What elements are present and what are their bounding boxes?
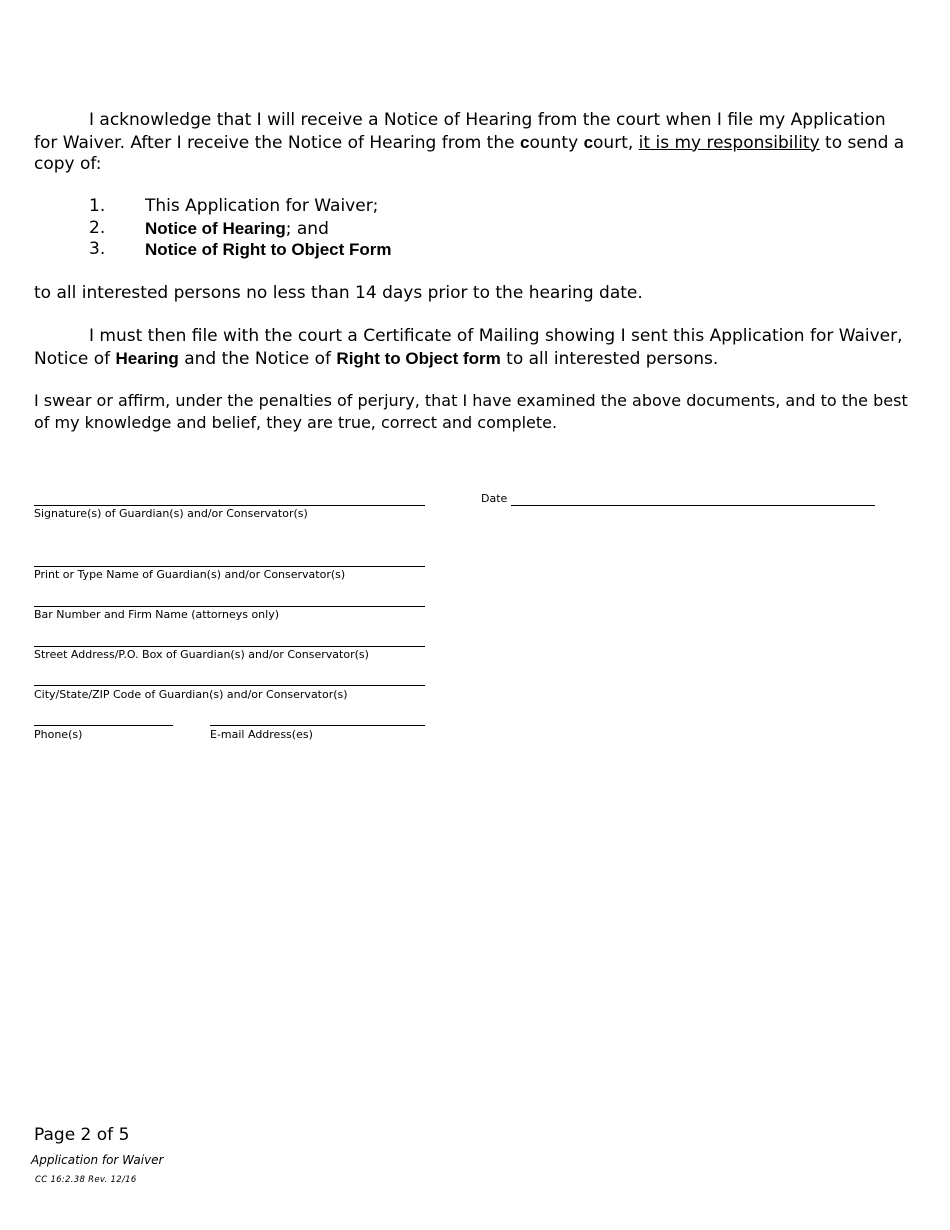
document-page: I acknowledge that I will receive a Notice of Hearing from the court when I file my Application for Waiver. After I receive the Notice of Hearing from the county court, it is my responsibility to send a copy of: 1. This Application for Waiver; 2. Notice of Hearing; and 3. Notice of Right to Object Form to all interested persons no less than 14 days prior to the hearing date. I must then file with the court a Certificate of Mailing showing I sent this Application for Waiver, Notice of Hearing and the Notice of Right to Object form to all interested persons. I swear or affirm, under the penalties of perjury, that I have examined the above documents, and to the best of my knowledge and belief, they are true, correct and complete. Signature(s) of Guardian(s) and/or Conservator(s) Date Print or Type Name of Guardian(s) and/or Conservator(s) Bar Number and Firm Name (attorneys only) Street Address/P.O. Box of Guardian(s) and/or Conservator(s) City/State/ZIP Code of Guardian(s) and/or Conservator(s) Phone(s) E-mail Address(es) Page 2 of 5 Application for Waiver CC 16:2.38 Rev. 12/16 (0, 0, 950, 1230)
acknowledgment-paragraph: I acknowledge that I will receive a Notice of Hearing from the court when I file my Application for Waiver. After I receive the Notice of Hearing from the county court, it is my responsibility to send a copy of: (34, 110, 905, 174)
date-label: Date (481, 492, 508, 505)
affirmation-statement: I swear or affirm, under the penalties of perjury, that I have examined the above documents, and to the best of my knowledge and belief, they are true, correct and complete. (34, 391, 908, 432)
signature-label: Signature(s) of Guardian(s) and/or Conservator(s) (34, 507, 308, 520)
phone-line[interactable] (34, 725, 173, 726)
print-name-line[interactable] (34, 566, 425, 567)
print-name-label: Print or Type Name of Guardian(s) and/or Conservator(s) (34, 568, 346, 581)
bar-number-label: Bar Number and Firm Name (attorneys only) (34, 608, 280, 621)
street-address-label: Street Address/P.O. Box of Guardian(s) and/or Conservator(s) (34, 648, 369, 661)
city-state-zip-line[interactable] (34, 685, 425, 686)
certificate-paragraph: I must then file with the court a Certificate of Mailing showing I sent this Application for Waiver, Notice of Hearing and the Notice of Right to Object form to all interested persons. (34, 326, 903, 369)
signature-line[interactable] (34, 505, 425, 506)
bar-number-line[interactable] (34, 606, 425, 607)
date-line[interactable] (511, 505, 875, 506)
city-state-zip-label: City/State/ZIP Code of Guardian(s) and/or Conservator(s) (34, 688, 348, 701)
street-address-line[interactable] (34, 646, 425, 647)
page-number: Page 2 of 5 (34, 1125, 130, 1145)
responsibility-underline: it is my responsibility (638, 132, 820, 153)
interested-persons-paragraph: to all interested persons no less than 14 days prior to the hearing date. (34, 283, 643, 303)
form-name: Application for Waiver (31, 1153, 164, 1167)
email-label: E-mail Address(es) (210, 728, 313, 741)
form-code: CC 16:2.38 Rev. 12/16 (35, 1175, 137, 1185)
phone-label: Phone(s) (34, 728, 83, 741)
email-line[interactable] (210, 725, 425, 726)
